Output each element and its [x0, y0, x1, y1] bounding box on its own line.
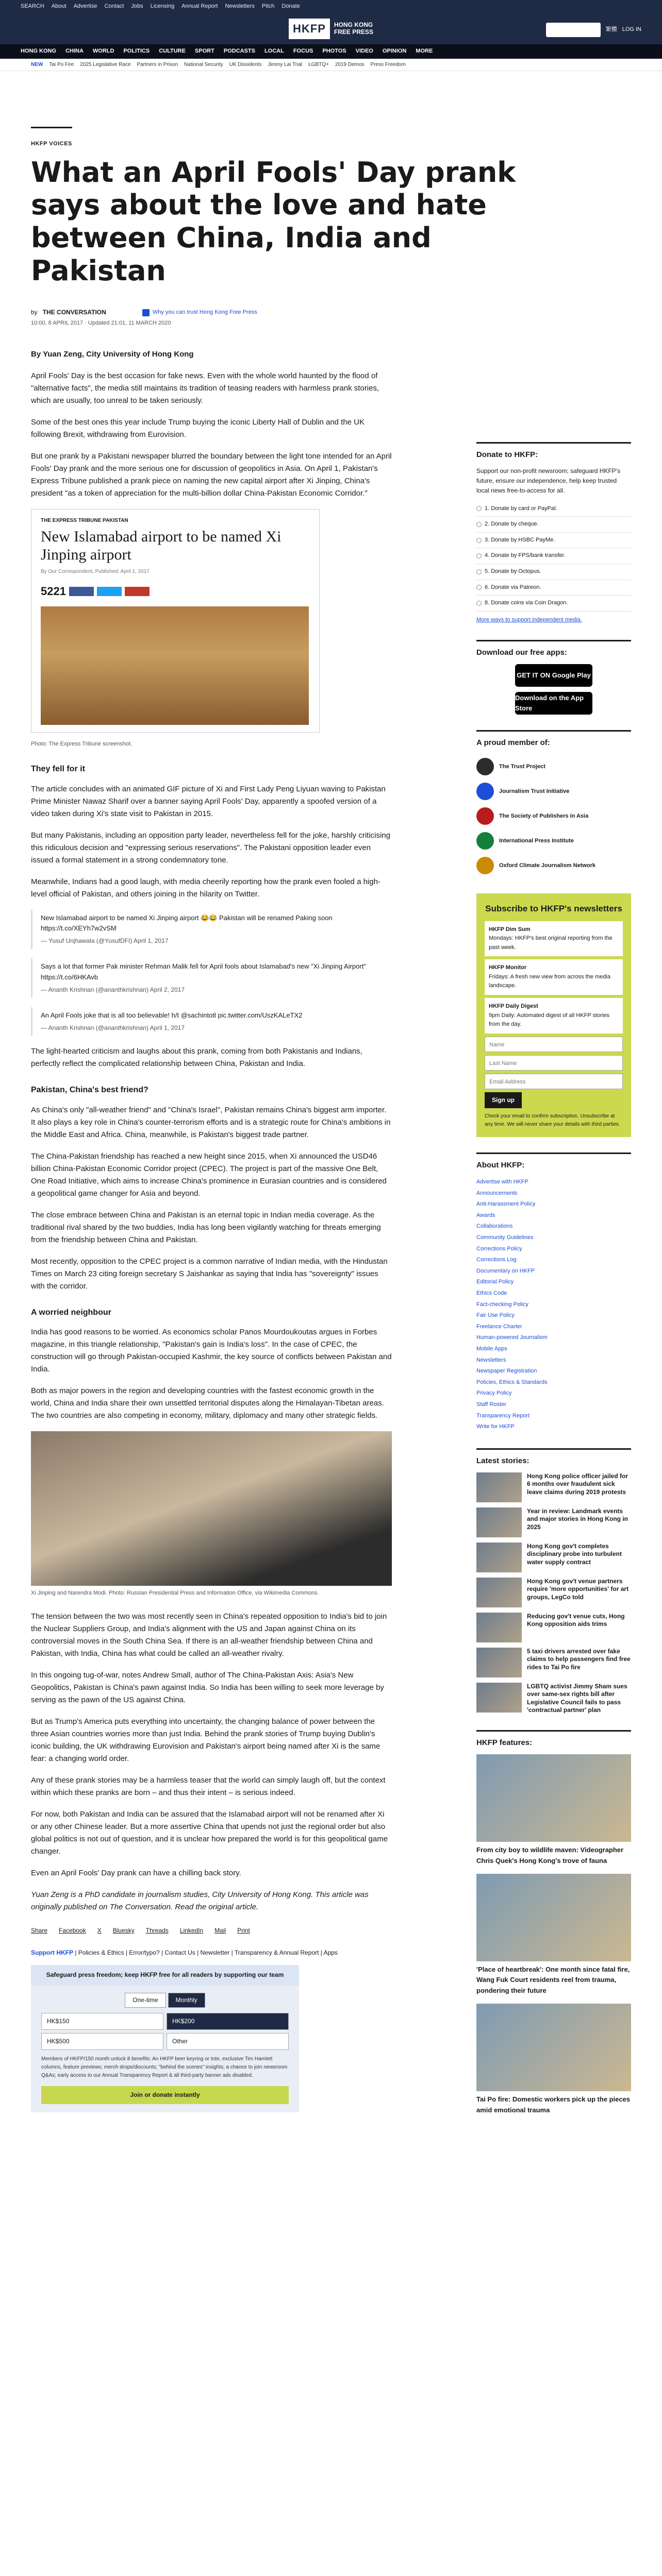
trust-link[interactable] — [142, 308, 257, 317]
tweet-text: An April Fools joke that is all too believable! h/t @sachintotl pic.twitter.com/UszKALeTX2 — [41, 1011, 303, 1020]
embed-meta: By Our Correspondent, Published: April 1, 2017 — [41, 569, 150, 575]
topbar-link[interactable]: Annual Report — [181, 3, 218, 10]
embed-share — [41, 582, 310, 600]
partner-logo[interactable] — [476, 853, 631, 878]
section-heading: They fell for it — [31, 765, 85, 774]
tab-one-time[interactable]: One-time — [125, 1993, 166, 2008]
donate-option-label: 2. Donate by cheque. — [485, 521, 539, 528]
paragraph: In this ongoing tug-of-war, notes Andrew Small, author of The China-Pakistan Axis: Asia's New Geopolitics, Pakistan is China's pawn against India. So India has been willing to seek more leverage by serving as the pawn of the US against China. — [31, 1670, 384, 1704]
newsletter-option[interactable] — [485, 921, 623, 957]
partner-name: Oxford Climate Journalism Network — [499, 862, 596, 869]
amount-option[interactable]: Other — [167, 2033, 289, 2050]
ticker-topic[interactable]: Press Freedom — [370, 61, 406, 67]
story-thumbnail — [476, 1683, 522, 1713]
topbar-link[interactable]: About — [51, 3, 67, 10]
email-field[interactable]: Email Address — [485, 1074, 623, 1089]
about-link[interactable]: Anti-Harassment Policy — [476, 1201, 536, 1208]
about-link[interactable]: Fair Use Policy — [476, 1312, 515, 1319]
nav-item[interactable]: VIDEO — [355, 48, 373, 55]
section-heading: A worried neighbour — [31, 1308, 111, 1317]
logo-line-2: FREE PRESS — [334, 28, 373, 36]
paragraph: Some of the best ones this year include Trump buying the iconic Liberty Hall of Dublin and the UK following Brexit, withdrawing from Eurovision. — [31, 418, 365, 439]
topbar-link[interactable]: Contact — [104, 3, 124, 10]
paragraph: But one prank by a Pakistani newspaper blurred the boundary between the light tone intended for an April Fools' Day prank and the more serious one for discussion of geopolitics in Asia. On April 1, Pakistan's Express Tribune published a prank piece on naming the new capital airport after Xi Jinping, China's president "as a token of appreciation for the multi-billion dollar China-Pakistan Economic Corridor." — [31, 452, 392, 498]
topbar-link[interactable]: Licensing — [150, 3, 175, 10]
topic-ticker — [0, 59, 662, 71]
donate-option[interactable] — [476, 564, 631, 580]
paragraph: The tension between the two was most recently seen in China's repeated opposition to India's bid to join the Nuclear Suppliers Group, and India's alignment with the US and Japan against China on its controversial moves in the South China Sea. If there is an all-weather friendship between China and Pakistan, with India, China has what could be called an all-weather rivalry. — [31, 1612, 387, 1658]
paragraph: Both as major powers in the region and developing countries with the fastest economic growth in the world, China and India share their own unsettled territorial disputes along the Himalayan-Tibetan areas. The two countries are also competing in economy, military, diplomacy and many other strategic fields. — [31, 1386, 384, 1420]
image-caption: Photo: The Express Tribune screenshot. — [31, 741, 133, 748]
facebook-share — [69, 587, 94, 596]
feature-image — [476, 1874, 631, 1961]
embedded-tweet — [31, 910, 392, 950]
about-link[interactable]: Freelance Charter — [476, 1323, 522, 1330]
newsletter-name: HKFP Dim Sum — [489, 926, 531, 933]
first-name-field[interactable]: Name — [485, 1037, 623, 1052]
nav-item[interactable]: POLITICS — [123, 48, 150, 55]
rail-heading: Donate to HKFP: — [476, 442, 631, 461]
donate-lead: Support our non-profit newsroom; safeguard HKFP's future, ensure our independence, help keep trusted local news free-to-access for all. — [476, 467, 621, 495]
paragraph: April Fools' Day is the best occasion for fake news. Even with the whole world haunted by the flood of "alternative facts", the media still maintains its tradition of teasing readers with harmless prank stories, which are usually, too unreal to be taken seriously. — [31, 371, 379, 405]
embedded-tweet — [31, 1007, 392, 1036]
image-caption: Xi Jinping and Narendra Modi. Photo: Russian Presidential Press and Information Office, via Wikimedia Commons. — [31, 1590, 319, 1597]
donate-option[interactable] — [476, 548, 631, 564]
donate-option-label: 4. Donate by FPS/bank transfer. — [485, 552, 566, 559]
donate-option[interactable] — [476, 596, 631, 612]
paragraph: But as Trump's America puts everything into uncertainty, the changing balance of power between the three Asian countries worries more than just India. Behind the prank stories of Trump buying Dublin's iconic building, the UK withdrawing Eurovision and Pakistan's airport being named after Xi is the same fear: a changing world order. — [31, 1717, 380, 1763]
share-row — [31, 1926, 392, 1936]
support-line — [31, 1948, 392, 1958]
main-nav — [0, 44, 662, 59]
about-link[interactable]: Corrections Log — [476, 1257, 517, 1263]
nav-item[interactable]: SPORT — [194, 48, 214, 55]
nav-item[interactable]: HONG KONG — [21, 48, 57, 55]
about-link[interactable]: Editorial Policy — [476, 1279, 514, 1285]
radio-icon — [476, 522, 482, 527]
embed-source: THE EXPRESS TRIBUNE PAKISTAN — [41, 518, 128, 524]
latest-story[interactable] — [476, 1507, 631, 1537]
oxford-icon — [476, 857, 494, 874]
story-title: 5 taxi drivers arrested over fake claims to help passengers find free rides to Tai Po fire — [527, 1647, 631, 1671]
logo-text — [334, 22, 373, 36]
rail-heading: Latest stories: — [476, 1448, 631, 1467]
radio-icon — [476, 538, 482, 543]
feature-story[interactable] — [476, 2004, 631, 2116]
paragraph: As China's only "all-weather friend" and "China's Israel", Pakistan remains China's biggest arm importer. It also plays a key role in China's counter-terrorism efforts and is a strategic route for China's ambitions in the Middle East and Africa. China, meanwhile, is Pakistan's biggest trade partner. — [31, 1105, 391, 1139]
tweet-text: Says a lot that former Pak minister Rehman Malik fell for April fools about Islamabad's new "Xi Jinping Airport" https://t.co/6HKAvb — [41, 962, 366, 981]
join-donate-button[interactable]: Join or donate instantly — [41, 2086, 289, 2104]
radio-icon — [476, 553, 482, 558]
ticker-topic[interactable]: National Security — [184, 61, 223, 67]
newsletter-desc: Fridays: A fresh new view from across the media landscape. — [489, 973, 610, 989]
share-bluesky[interactable]: Bluesky — [112, 1926, 135, 1934]
tweet-author[interactable]: — Ananth Krishnan (@ananthkrishnan) April 2, 2017 — [41, 986, 185, 993]
nav-item[interactable]: PHOTOS — [322, 48, 346, 55]
share-threads[interactable]: Threads — [145, 1926, 169, 1934]
radio-icon — [476, 569, 482, 574]
nav-item[interactable]: OPINION — [382, 48, 407, 55]
xi-sharif-photo — [41, 606, 309, 725]
embedded-tweet — [31, 958, 392, 998]
share-x[interactable]: X — [97, 1926, 102, 1934]
latest-block — [476, 1448, 631, 1715]
logo-line-1: HONG KONG — [334, 21, 373, 29]
about-list — [476, 1177, 631, 1433]
author-line: By Yuan Zeng, City University of Hong Kong — [31, 350, 194, 359]
about-link[interactable]: Write for HKFP — [476, 1423, 515, 1430]
story-thumbnail — [476, 1613, 522, 1642]
topbar-link[interactable]: Donate — [282, 3, 300, 10]
paragraph: But many Pakistanis, including an opposition party leader, nevertheless fell for the joke, harshly criticising this ridiculous decision and "expressing serious reservations". The Pakistani opposition leader even issued a formal statement in a strong condemnatory tone. — [31, 831, 391, 865]
language-toggle[interactable]: 繁體 — [605, 26, 617, 32]
search-link[interactable]: SEARCH — [21, 3, 44, 10]
feature-story[interactable] — [476, 1874, 631, 1996]
donate-option-label: 8. Donate coins via Coin Dragon. — [485, 600, 568, 606]
about-link[interactable]: Advertise with HKFP — [476, 1179, 528, 1185]
donation-tabs — [41, 1993, 289, 2008]
donate-option-label: 5. Donate by Octopus. — [485, 568, 541, 574]
paragraph: The close embrace between China and Pakistan is an eternal topic in Indian media coverage. As the traditional rival shared by the two buddies, India has long been vigilantly watching for threats emerging from the friendship between China and Pakistan. — [31, 1210, 381, 1244]
article-body — [31, 348, 392, 2112]
article-kicker[interactable]: HKFP VOICES — [31, 141, 72, 147]
paragraph: Even an April Fools' Day prank can have a chilling back story. — [31, 1868, 241, 1877]
member-perks: Members of HKFP/150 month unlock 8 benefits: An HKFP beer keyring or tote, exclusive Tim Hamlett columns, feature previews; merch drops/discounts; "behind the scenes" insights; a chance to join newsroom Q&As; early access to our Annual Transparency Report & all third-party banner ads disabled. — [41, 2056, 288, 2079]
partner-name: Journalism Trust Initiative — [499, 788, 570, 794]
partner-logo[interactable] — [476, 754, 631, 779]
newsletter-signup — [476, 893, 631, 1137]
share-label: Share — [31, 1926, 48, 1934]
embed-headline: New Islamabad airport to be named Xi Jinping airport — [41, 528, 282, 563]
donation-head: Safeguard press freedom; keep HKFP free for all readers by supporting our team — [31, 1965, 299, 1985]
about-link[interactable]: Mobile Apps — [476, 1345, 507, 1352]
latest-story[interactable] — [476, 1543, 631, 1572]
masthead — [0, 13, 662, 44]
story-title: Year in review: Landmark events and major stories in Hong Kong in 2025 — [527, 1507, 628, 1531]
topbar-link[interactable]: Newsletters — [225, 3, 255, 10]
title-rule — [31, 127, 72, 128]
features-block — [476, 1730, 631, 2116]
donate-block — [476, 442, 631, 624]
story-title: Hong Kong police officer jailed for 6 months over fraudulent sick leave claims during 2019 protests — [527, 1472, 628, 1496]
story-thumbnail — [476, 1543, 522, 1572]
about-link[interactable]: Policies, Ethics & Standards — [476, 1379, 548, 1385]
google-play-badge[interactable]: GET IT ON Google Play — [515, 664, 592, 687]
share-print[interactable]: Print — [237, 1926, 250, 1934]
latest-list — [476, 1472, 631, 1715]
section-heading: Pakistan, China's best friend? — [31, 1086, 148, 1095]
tab-monthly[interactable]: Monthly — [168, 1993, 205, 2008]
newsletter-desc: Mondays: HKFP's best original reporting from the past week. — [489, 935, 613, 951]
amount-option-selected[interactable]: HK$200 — [167, 2013, 289, 2030]
paragraph: For now, both Pakistan and India can be assured that the Islamabad airport will not be renamed after Xi or any other Chinese leader. But a more assertive China that upends not just the regional order but also global politics is not out of question, and it is unclear how prepared the world is for this geopolitical game changer. — [31, 1809, 388, 1856]
story-title: Hong Kong gov't venue partners require 'more opportunities' for art groups, LegCo told — [527, 1577, 629, 1601]
about-link[interactable]: Ethics Code — [476, 1290, 507, 1296]
newsletter-note: Check your email to confirm subscription. Unsubscribe at any time. We will never share your details with third parties. — [485, 1113, 620, 1128]
more-ways-link[interactable]: More ways to support independent media. — [476, 616, 582, 623]
masthead-actions — [546, 23, 641, 37]
paragraph: India has good reasons to be worried. As economics scholar Panos Mourdoukoutas argues in Forbes magazine, in this triangle relationship, "Pakistan's gain is India's loss". In the case of CPEC, the construction will go through Pakistan-occupied Kashmir, the key source of conflicts between Pakistan and India. — [31, 1328, 392, 1374]
xi-modi-photo — [31, 1431, 392, 1586]
partner-logo[interactable] — [476, 779, 631, 804]
donation-amounts — [41, 2013, 289, 2050]
donation-widget — [31, 1965, 299, 2112]
story-title: Hong Kong gov't completes disciplinary probe into turbulent water supply contract — [527, 1542, 622, 1566]
donate-option-label: 1. Donate by card or PayPal. — [485, 505, 557, 512]
tribune-screenshot — [31, 509, 320, 733]
nav-item[interactable]: WORLD — [92, 48, 114, 55]
about-link[interactable]: Newsletters — [476, 1357, 506, 1363]
ticker-topic[interactable]: Partners in Prison — [137, 61, 178, 67]
newsletter-option[interactable] — [485, 959, 623, 995]
partner-name: International Press Institute — [499, 837, 574, 844]
sopa-icon — [476, 807, 494, 825]
about-link[interactable]: Staff Roster — [476, 1401, 506, 1408]
donate-option-label: 6. Donate via Patreon. — [485, 584, 541, 590]
radio-icon — [476, 506, 482, 511]
topbar-link[interactable]: Jobs — [131, 3, 143, 10]
nav-item[interactable]: MORE — [416, 48, 433, 55]
article-dates: 10:00, 8 APRIL 2017 · Updated 21:01, 11 MARCH 2020 — [31, 319, 171, 326]
nav-item[interactable]: CULTURE — [159, 48, 186, 55]
rail-heading: A proud member of: — [476, 730, 631, 749]
feature-title: 'Place of heartbreak': One month since fatal fire, Wang Fuk Court residents reel from trauma, pondering their future — [476, 1965, 630, 1995]
about-link[interactable]: Transparency Report — [476, 1412, 529, 1419]
about-link[interactable]: Newspaper Registration — [476, 1368, 537, 1375]
paragraph: The article concludes with an animated GIF picture of Xi and First Lady Peng Liyuan waving to Pakistan Prime Minister Nawaz Sharif over a banner saying April Fools' Day, apparently a spoofed version of a video taken during Xi's state visit to Pakistan in 2015. — [31, 784, 386, 818]
support-hkfp-button[interactable]: SUPPORT HKFP — [546, 23, 601, 37]
latest-story[interactable] — [476, 1472, 631, 1502]
right-rail — [476, 442, 631, 2131]
latest-story[interactable] — [476, 1683, 631, 1715]
rail-heading: About HKFP: — [476, 1153, 631, 1172]
newsletter-option[interactable] — [485, 998, 623, 1033]
donate-option[interactable] — [476, 580, 631, 596]
rail-heading: Download our free apps: — [476, 640, 631, 659]
amount-option[interactable]: HK$150 — [41, 2013, 163, 2030]
donate-option-label: 3. Donate by HSBC PayMe. — [485, 536, 555, 543]
byline-org[interactable]: THE CONVERSATION — [42, 309, 106, 316]
about-link[interactable]: Community Guidelines — [476, 1234, 534, 1241]
ticker-topic[interactable]: 2019 Demos — [335, 61, 365, 67]
ticker-topic[interactable]: Tai Po Fire — [49, 61, 74, 67]
tweet-author[interactable]: — Yusuf Unjhawala (@YusufDFI) April 1, 2017 — [41, 937, 169, 945]
latest-story[interactable] — [476, 1613, 631, 1642]
about-link[interactable]: Privacy Policy — [476, 1390, 512, 1397]
login-link[interactable]: LOG IN — [622, 26, 641, 32]
feature-title: Tai Po fire: Domestic workers pick up the pieces amid emotional trauma — [476, 2095, 631, 2114]
about-link[interactable]: Announcements — [476, 1190, 518, 1196]
nav-item[interactable]: CHINA — [65, 48, 84, 55]
paragraph: The light-hearted criticism and laughs about this prank, coming from both Pakistanis and Indians, perfectly reflect the complicated relationship between China, Pakistan and India. — [31, 1047, 362, 1069]
about-block — [476, 1153, 631, 1433]
story-thumbnail — [476, 1507, 522, 1537]
paragraph: The China-Pakistan friendship has reached a new height since 2015, when Xi announced the USD46 billion China-Pakistan Economic Corridor project (CPEC). The project is part of the massive One Belt, One Road Initiative, which aims to increase China's prominence in Eurasian countries and is considered a geopolitical game changer for Asia and beyond. — [31, 1151, 387, 1198]
nav-item[interactable]: FOCUS — [293, 48, 313, 55]
new-label: NEW — [31, 61, 43, 67]
feature-story[interactable] — [476, 1754, 631, 1867]
nav-item[interactable]: PODCASTS — [223, 48, 255, 55]
latest-story[interactable] — [476, 1648, 631, 1677]
story-thumbnail — [476, 1472, 522, 1502]
feature-image — [476, 2004, 631, 2091]
story-title: Reducing gov't venue cuts, Hong Kong opposition aids trims — [527, 1612, 625, 1628]
partner-name: The Trust Project — [499, 763, 545, 770]
partner-name: The Society of Publishers in Asia — [499, 812, 589, 819]
byline — [31, 308, 631, 317]
ipi-icon — [476, 832, 494, 850]
tweet-author[interactable]: — Ananth Krishnan (@ananthkrishnan) April 1, 2017 — [41, 1024, 185, 1031]
app-store-badge[interactable]: Download on the App Store — [515, 692, 592, 715]
embed-count: 5221 — [41, 585, 66, 598]
nav-item[interactable]: LOCAL — [264, 48, 284, 55]
support-links[interactable]: | Policies & Ethics | Error/typo? | Contact Us | Newsletter | Transparency & Annual Report | Apps — [75, 1949, 338, 1957]
donate-option[interactable] — [476, 501, 631, 517]
share-mail[interactable]: Mail — [214, 1926, 226, 1934]
about-link[interactable]: Awards — [476, 1212, 495, 1218]
last-name-field[interactable]: Last Name — [485, 1055, 623, 1071]
signup-button[interactable]: Sign up — [485, 1092, 522, 1108]
partners-block — [476, 730, 631, 878]
tweet-text: New Islamabad airport to be named Xi Jinping airport 😂😂 Pakistan will be renamed Paking soon https://t.co/XEYh7w2vSM — [41, 913, 333, 933]
ticker-topic[interactable]: LGBTQ+ — [308, 61, 329, 67]
trust-text: Why you can trust Hong Kong Free Press — [152, 309, 257, 316]
email-share — [125, 587, 150, 596]
paragraph: Any of these prank stories may be a harmless teaser that the world can simply laugh off, but the context within which these pranks are born – and thus their intent – is serious indeed. — [31, 1775, 386, 1797]
share-facebook[interactable]: Facebook — [59, 1926, 86, 1934]
share-linkedin[interactable]: LinkedIn — [179, 1926, 204, 1934]
feature-list — [476, 1754, 631, 2116]
newsletter-desc: 9pm Daily: Automated digest of all HKFP stories from the day. — [489, 1012, 609, 1028]
partner-logo[interactable] — [476, 804, 631, 828]
ticker-topic[interactable]: Jimmy Lai Trial — [268, 61, 303, 67]
logo-mark: HKFP — [289, 19, 330, 39]
partner-logo[interactable] — [476, 828, 631, 853]
story-thumbnail — [476, 1578, 522, 1607]
latest-story[interactable] — [476, 1578, 631, 1607]
page-wrapper — [31, 127, 631, 2112]
support-hkfp-link[interactable]: Support HKFP — [31, 1949, 73, 1957]
amount-option[interactable]: HK$500 — [41, 2033, 163, 2050]
about-link[interactable]: Fact-checking Policy — [476, 1301, 528, 1308]
about-link[interactable]: Collaborations — [476, 1223, 513, 1230]
story-thumbnail — [476, 1648, 522, 1677]
apps-block — [476, 640, 631, 715]
trust-project-icon — [476, 758, 494, 775]
author-bio: Yuan Zeng is a PhD candidate in journalism studies, City University of Hong Kong. This article was originally published on The Conversation. Read the original article. — [31, 1890, 369, 1911]
newsletter-title: Subscribe to HKFP's newsletters — [485, 904, 622, 914]
about-link[interactable]: Corrections Policy — [476, 1245, 522, 1252]
jti-icon — [476, 783, 494, 800]
byline-by: by — [31, 309, 38, 316]
rail-heading: HKFP features: — [476, 1730, 631, 1749]
newsletter-name: HKFP Daily Digest — [489, 1003, 538, 1010]
donate-option[interactable] — [476, 517, 631, 533]
about-link[interactable]: Documentary on HKFP — [476, 1267, 535, 1274]
paragraph: Meanwhile, Indians had a good laugh, with media cheerily reporting how the prank even fooled a high-level official of Pakistan, and others joining in the hilarity on Twitter. — [31, 877, 380, 899]
radio-icon — [476, 585, 482, 590]
topbar-link[interactable]: Advertise — [73, 3, 97, 10]
ticker-topic[interactable]: 2025 Legislative Race — [80, 61, 131, 67]
topbar-link[interactable]: Pitch — [261, 3, 275, 10]
donate-option[interactable] — [476, 533, 631, 549]
feature-title: From city boy to wildlife maven: Videographer Chris Quek's Hong Kong's trove of fauna — [476, 1846, 624, 1865]
about-link[interactable]: Human-powered Journalism — [476, 1334, 548, 1341]
trust-icon — [142, 309, 150, 316]
feature-image — [476, 1754, 631, 1842]
story-title: LGBTQ activist Jimmy Sham sues over same-sex rights bill after Legislative Council fails to pass 'contractual partner' plan — [527, 1682, 627, 1714]
hkfp-logo[interactable] — [289, 19, 373, 39]
twitter-share — [97, 587, 122, 596]
article-title: What an April Fools' Day prank says about the love and hate between China, India and Pakistan — [31, 156, 516, 287]
paragraph: Most recently, opposition to the CPEC project is a common narrative of Indian media, with the Hindustan Times on March 23 citing foreign secretary S Jaishankar as saying that India has "sovereignty" issues with the corridor. — [31, 1257, 388, 1291]
ticker-topic[interactable]: UK Dissidents — [229, 61, 262, 67]
radio-icon — [476, 601, 482, 606]
top-utility-bar — [0, 0, 662, 13]
newsletter-name: HKFP Monitor — [489, 964, 527, 971]
